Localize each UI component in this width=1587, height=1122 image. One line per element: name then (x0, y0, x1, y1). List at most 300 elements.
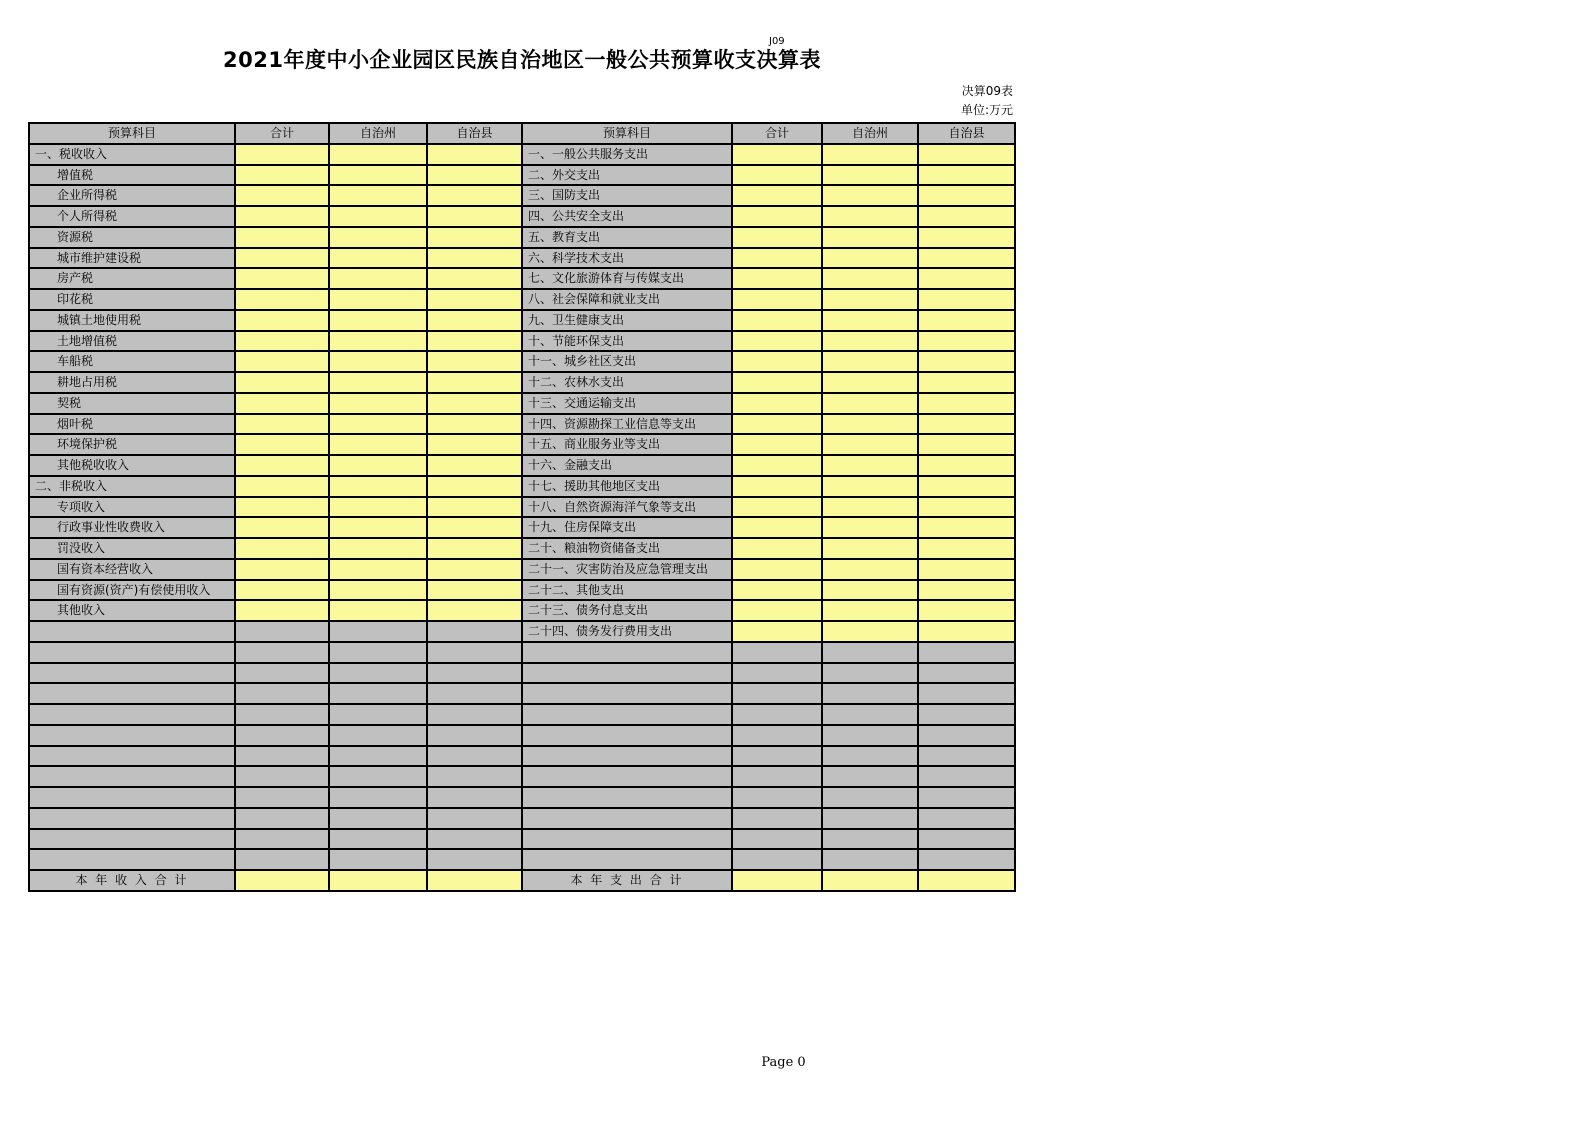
value-cell (428, 518, 521, 537)
revenue-subject-cell: 房产税 (30, 269, 234, 288)
value-cell (236, 311, 328, 330)
value-cell (330, 373, 426, 392)
expenditure-subject-cell: 二十、粮油物资储备支出 (523, 539, 731, 558)
value-cell (823, 415, 917, 434)
value-cell (236, 477, 328, 496)
value-cell (823, 435, 917, 454)
value-cell (733, 373, 821, 392)
value-cell (236, 643, 328, 662)
header-prefecture-left: 自治州 (330, 124, 426, 143)
value-cell (330, 249, 426, 268)
value-cell (823, 456, 917, 475)
expenditure-subject-cell (523, 850, 731, 869)
revenue-subject-cell (30, 747, 234, 766)
value-cell (330, 705, 426, 724)
value-cell (919, 850, 1014, 869)
revenue-subject-cell: 增值税 (30, 166, 234, 185)
value-cell (330, 643, 426, 662)
value-cell (919, 456, 1014, 475)
unit-label: 单位:万元 (960, 103, 1013, 117)
value-cell (236, 228, 328, 247)
revenue-subject-cell: 印花税 (30, 290, 234, 309)
table-code-label: 决算09表 (961, 84, 1013, 98)
revenue-subject-cell: 罚没收入 (30, 539, 234, 558)
value-cell (823, 830, 917, 849)
value-cell (733, 684, 821, 703)
value-cell (733, 622, 821, 641)
value-cell (428, 332, 521, 351)
value-cell (919, 560, 1014, 579)
value-cell (919, 394, 1014, 413)
value-cell (330, 498, 426, 517)
value-cell (733, 788, 821, 807)
revenue-subject-cell (30, 726, 234, 745)
revenue-subject-cell: 一、税收收入 (30, 145, 234, 164)
value-cell (428, 435, 521, 454)
expenditure-subject-cell: 十二、农林水支出 (523, 373, 731, 392)
value-cell (330, 726, 426, 745)
value-cell (428, 498, 521, 517)
revenue-subject-cell (30, 767, 234, 786)
revenue-subject-cell: 车船税 (30, 352, 234, 371)
value-cell (236, 332, 328, 351)
value-cell (236, 539, 328, 558)
value-cell (236, 166, 328, 185)
value-cell (428, 228, 521, 247)
value-cell (428, 830, 521, 849)
revenue-subject-cell: 其他税收收入 (30, 456, 234, 475)
value-cell (919, 601, 1014, 620)
value-cell (919, 705, 1014, 724)
value-cell (330, 830, 426, 849)
revenue-subject-cell (30, 622, 234, 641)
value-cell (919, 311, 1014, 330)
expenditure-total-label: 本 年 支 出 合 计 (523, 871, 731, 890)
header-county-right: 自治县 (919, 124, 1014, 143)
value-cell (919, 498, 1014, 517)
value-cell (823, 643, 917, 662)
revenue-subject-cell: 环境保护税 (30, 435, 234, 454)
value-cell (823, 228, 917, 247)
value-cell (428, 415, 521, 434)
value-cell (733, 311, 821, 330)
expenditure-subject-cell: 八、社会保障和就业支出 (523, 290, 731, 309)
value-cell (428, 581, 521, 600)
value-cell (823, 207, 917, 226)
value-cell (919, 352, 1014, 371)
value-cell (919, 539, 1014, 558)
revenue-total-value-cell (236, 871, 328, 890)
revenue-total-label: 本 年 收 入 合 计 (30, 871, 234, 890)
revenue-subject-cell: 资源税 (30, 228, 234, 247)
value-cell (733, 332, 821, 351)
value-cell (823, 850, 917, 869)
expenditure-subject-cell: 十三、交通运输支出 (523, 394, 731, 413)
value-cell (428, 788, 521, 807)
revenue-total-value-cell (428, 871, 521, 890)
revenue-subject-cell: 国有资源(资产)有偿使用收入 (30, 581, 234, 600)
value-cell (823, 539, 917, 558)
expenditure-subject-cell (523, 830, 731, 849)
value-cell (236, 622, 328, 641)
value-cell (919, 166, 1014, 185)
revenue-subject-cell: 城市维护建设税 (30, 249, 234, 268)
value-cell (428, 290, 521, 309)
value-cell (428, 601, 521, 620)
header-total-right: 合计 (733, 124, 821, 143)
value-cell (733, 269, 821, 288)
value-cell (330, 228, 426, 247)
value-cell (733, 747, 821, 766)
value-cell (919, 145, 1014, 164)
value-cell (733, 664, 821, 683)
expenditure-subject-cell: 二十一、灾害防治及应急管理支出 (523, 560, 731, 579)
value-cell (733, 705, 821, 724)
value-cell (236, 249, 328, 268)
expenditure-subject-cell: 十四、资源勘探工业信息等支出 (523, 415, 731, 434)
value-cell (428, 394, 521, 413)
value-cell (330, 788, 426, 807)
revenue-subject-cell: 其他收入 (30, 601, 234, 620)
value-cell (823, 664, 917, 683)
revenue-total-value-cell (330, 871, 426, 890)
value-cell (919, 684, 1014, 703)
value-cell (823, 518, 917, 537)
expenditure-subject-cell: 六、科学技术支出 (523, 249, 731, 268)
value-cell (330, 311, 426, 330)
page-title: 2021年度中小企业园区民族自治地区一般公共预算收支决算表 (223, 48, 821, 72)
revenue-subject-cell: 契税 (30, 394, 234, 413)
revenue-subject-cell: 耕地占用税 (30, 373, 234, 392)
header-county-left: 自治县 (428, 124, 521, 143)
value-cell (236, 581, 328, 600)
value-cell (428, 166, 521, 185)
value-cell (236, 518, 328, 537)
expenditure-subject-cell (523, 643, 731, 662)
revenue-subject-cell: 城镇土地使用税 (30, 311, 234, 330)
value-cell (733, 352, 821, 371)
value-cell (733, 830, 821, 849)
header-total-left: 合计 (236, 124, 328, 143)
expenditure-subject-cell: 二十三、债务付息支出 (523, 601, 731, 620)
value-cell (236, 207, 328, 226)
value-cell (428, 373, 521, 392)
revenue-subject-cell (30, 850, 234, 869)
expenditure-subject-cell: 三、国防支出 (523, 186, 731, 205)
value-cell (236, 767, 328, 786)
header-prefecture-right: 自治州 (823, 124, 917, 143)
revenue-subject-cell: 行政事业性收费收入 (30, 518, 234, 537)
value-cell (236, 352, 328, 371)
value-cell (330, 560, 426, 579)
value-cell (330, 664, 426, 683)
value-cell (330, 601, 426, 620)
value-cell (919, 726, 1014, 745)
revenue-subject-cell: 国有资本经营收入 (30, 560, 234, 579)
value-cell (236, 435, 328, 454)
value-cell (733, 539, 821, 558)
value-cell (733, 560, 821, 579)
value-cell (919, 643, 1014, 662)
expenditure-subject-cell: 五、教育支出 (523, 228, 731, 247)
revenue-subject-cell: 企业所得税 (30, 186, 234, 205)
value-cell (428, 767, 521, 786)
revenue-subject-cell: 个人所得税 (30, 207, 234, 226)
value-cell (733, 166, 821, 185)
value-cell (919, 664, 1014, 683)
value-cell (919, 249, 1014, 268)
value-cell (330, 747, 426, 766)
value-cell (733, 809, 821, 828)
expenditure-subject-cell: 十、节能环保支出 (523, 332, 731, 351)
expenditure-subject-cell (523, 664, 731, 683)
expenditure-subject-cell: 十一、城乡社区支出 (523, 352, 731, 371)
value-cell (733, 477, 821, 496)
value-cell (236, 830, 328, 849)
value-cell (733, 435, 821, 454)
value-cell (733, 290, 821, 309)
value-cell (330, 332, 426, 351)
value-cell (919, 290, 1014, 309)
expenditure-subject-cell (523, 705, 731, 724)
value-cell (919, 332, 1014, 351)
value-cell (428, 684, 521, 703)
value-cell (428, 726, 521, 745)
value-cell (919, 415, 1014, 434)
value-cell (330, 518, 426, 537)
value-cell (236, 456, 328, 475)
value-cell (330, 290, 426, 309)
value-cell (733, 601, 821, 620)
revenue-subject-cell (30, 684, 234, 703)
revenue-subject-cell: 烟叶税 (30, 415, 234, 434)
value-cell (428, 539, 521, 558)
value-cell (733, 228, 821, 247)
value-cell (428, 747, 521, 766)
value-cell (330, 145, 426, 164)
expenditure-subject-cell: 一、一般公共服务支出 (523, 145, 731, 164)
value-cell (428, 207, 521, 226)
value-cell (428, 311, 521, 330)
value-cell (236, 373, 328, 392)
value-cell (823, 352, 917, 371)
value-cell (733, 643, 821, 662)
value-cell (428, 850, 521, 869)
value-cell (330, 186, 426, 205)
value-cell (919, 207, 1014, 226)
value-cell (428, 249, 521, 268)
title-superscript: J09 (769, 36, 785, 47)
budget-table (28, 122, 1016, 892)
revenue-subject-cell (30, 830, 234, 849)
expenditure-subject-cell: 十五、商业服务业等支出 (523, 435, 731, 454)
value-cell (733, 186, 821, 205)
value-cell (733, 145, 821, 164)
expenditure-subject-cell (523, 684, 731, 703)
value-cell (823, 332, 917, 351)
value-cell (733, 394, 821, 413)
value-cell (919, 186, 1014, 205)
expenditure-subject-cell: 二十四、债务发行费用支出 (523, 622, 731, 641)
value-cell (823, 705, 917, 724)
value-cell (823, 145, 917, 164)
value-cell (823, 560, 917, 579)
value-cell (733, 415, 821, 434)
value-cell (428, 186, 521, 205)
value-cell (236, 269, 328, 288)
value-cell (330, 622, 426, 641)
value-cell (733, 518, 821, 537)
value-cell (823, 394, 917, 413)
value-cell (330, 435, 426, 454)
value-cell (236, 684, 328, 703)
value-cell (236, 726, 328, 745)
value-cell (330, 456, 426, 475)
expenditure-subject-cell: 二、外交支出 (523, 166, 731, 185)
value-cell (823, 581, 917, 600)
value-cell (733, 581, 821, 600)
value-cell (919, 269, 1014, 288)
expenditure-subject-cell (523, 726, 731, 745)
value-cell (823, 498, 917, 517)
value-cell (330, 269, 426, 288)
value-cell (428, 809, 521, 828)
value-cell (919, 228, 1014, 247)
value-cell (823, 767, 917, 786)
revenue-subject-cell (30, 788, 234, 807)
value-cell (330, 809, 426, 828)
value-cell (823, 186, 917, 205)
value-cell (733, 850, 821, 869)
expenditure-subject-cell (523, 788, 731, 807)
value-cell (823, 601, 917, 620)
value-cell (823, 269, 917, 288)
expenditure-subject-cell: 九、卫生健康支出 (523, 311, 731, 330)
revenue-subject-cell: 二、非税收入 (30, 477, 234, 496)
value-cell (823, 311, 917, 330)
revenue-subject-cell: 专项收入 (30, 498, 234, 517)
value-cell (428, 643, 521, 662)
value-cell (919, 477, 1014, 496)
expenditure-subject-cell: 十六、金融支出 (523, 456, 731, 475)
value-cell (733, 498, 821, 517)
value-cell (236, 145, 328, 164)
value-cell (236, 498, 328, 517)
value-cell (428, 145, 521, 164)
value-cell (428, 664, 521, 683)
expenditure-total-value-cell (823, 871, 917, 890)
value-cell (919, 788, 1014, 807)
value-cell (330, 477, 426, 496)
expenditure-subject-cell: 十八、自然资源海洋气象等支出 (523, 498, 731, 517)
expenditure-subject-cell: 十七、援助其他地区支出 (523, 477, 731, 496)
value-cell (823, 622, 917, 641)
value-cell (428, 352, 521, 371)
value-cell (330, 166, 426, 185)
expenditure-subject-cell (523, 747, 731, 766)
value-cell (330, 352, 426, 371)
value-cell (733, 249, 821, 268)
value-cell (919, 830, 1014, 849)
value-cell (236, 186, 328, 205)
value-cell (823, 726, 917, 745)
value-cell (236, 809, 328, 828)
revenue-subject-cell: 土地增值税 (30, 332, 234, 351)
value-cell (823, 747, 917, 766)
value-cell (428, 477, 521, 496)
value-cell (919, 747, 1014, 766)
revenue-subject-cell (30, 664, 234, 683)
value-cell (733, 207, 821, 226)
value-cell (823, 290, 917, 309)
value-cell (823, 373, 917, 392)
expenditure-subject-cell: 七、文化旅游体育与传媒支出 (523, 269, 731, 288)
value-cell (919, 809, 1014, 828)
value-cell (236, 560, 328, 579)
value-cell (330, 207, 426, 226)
value-cell (236, 788, 328, 807)
value-cell (823, 166, 917, 185)
value-cell (823, 477, 917, 496)
expenditure-total-value-cell (919, 871, 1014, 890)
value-cell (428, 705, 521, 724)
value-cell (330, 394, 426, 413)
expenditure-subject-cell (523, 809, 731, 828)
value-cell (733, 456, 821, 475)
value-cell (236, 415, 328, 434)
value-cell (733, 767, 821, 786)
value-cell (919, 767, 1014, 786)
value-cell (919, 518, 1014, 537)
value-cell (330, 539, 426, 558)
value-cell (428, 269, 521, 288)
value-cell (330, 684, 426, 703)
revenue-subject-cell (30, 643, 234, 662)
value-cell (236, 290, 328, 309)
value-cell (330, 581, 426, 600)
header-subject-left: 预算科目 (30, 124, 234, 143)
value-cell (823, 684, 917, 703)
expenditure-subject-cell: 二十二、其他支出 (523, 581, 731, 600)
expenditure-subject-cell (523, 767, 731, 786)
expenditure-subject-cell: 十九、住房保障支出 (523, 518, 731, 537)
value-cell (236, 747, 328, 766)
value-cell (733, 726, 821, 745)
value-cell (428, 560, 521, 579)
expenditure-total-value-cell (733, 871, 821, 890)
value-cell (919, 435, 1014, 454)
value-cell (919, 622, 1014, 641)
value-cell (428, 622, 521, 641)
revenue-subject-cell (30, 705, 234, 724)
value-cell (330, 415, 426, 434)
header-subject-right: 预算科目 (523, 124, 731, 143)
value-cell (919, 581, 1014, 600)
value-cell (330, 767, 426, 786)
revenue-subject-cell (30, 809, 234, 828)
value-cell (823, 249, 917, 268)
value-cell (823, 809, 917, 828)
value-cell (236, 601, 328, 620)
expenditure-subject-cell: 四、公共安全支出 (523, 207, 731, 226)
value-cell (236, 705, 328, 724)
value-cell (236, 664, 328, 683)
value-cell (823, 788, 917, 807)
value-cell (330, 850, 426, 869)
value-cell (919, 373, 1014, 392)
value-cell (428, 456, 521, 475)
value-cell (236, 394, 328, 413)
